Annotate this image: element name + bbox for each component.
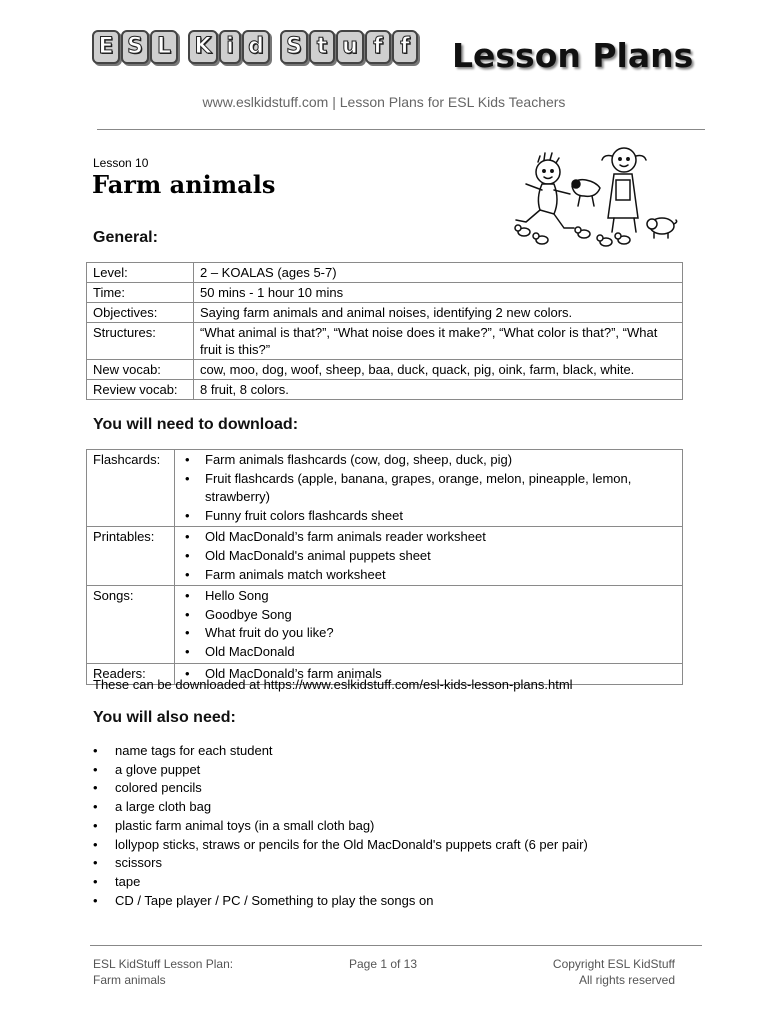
list-item: • Old MacDonald’s farm animals	[181, 665, 676, 684]
row-label: Time:	[87, 283, 194, 303]
list-item: • tape	[93, 873, 588, 892]
general-table	[86, 262, 683, 400]
table-row	[87, 380, 683, 400]
row-value: 50 mins - 1 hour 10 mins	[194, 283, 683, 303]
logo-letter: f	[392, 30, 418, 64]
list-item: • What fruit do you like?	[181, 624, 676, 643]
logo-letter: K	[188, 30, 218, 64]
row-value: “What animal is that?”, “What noise does it make?”, “What color is that?”, “What fruit is this?”	[194, 323, 683, 360]
footer-right	[553, 956, 675, 988]
footer-left	[93, 956, 233, 988]
logo-letter: S	[121, 30, 149, 64]
list-item: • CD / Tape player / PC / Something to play the songs on	[93, 892, 588, 911]
farm-kids-illustration	[502, 140, 682, 252]
table-row	[87, 450, 683, 527]
download-note: These can be downloaded at https://www.eslkidstuff.com/esl-kids-lesson-plans.html	[93, 677, 573, 692]
row-label: Readers:	[87, 663, 175, 685]
row-label: Flashcards:	[87, 450, 175, 527]
logo-letter: S	[280, 30, 308, 64]
list-item: • Farm animals flashcards (cow, dog, sheep, duck, pig)	[181, 451, 676, 470]
logo-letter: L	[150, 30, 178, 64]
list-item: • Farm animals match worksheet	[181, 566, 676, 585]
lesson-plans-title: Lesson Plans	[452, 36, 694, 75]
row-value: Saying farm animals and animal noises, identifying 2 new colors.	[194, 303, 683, 323]
download-heading: You will need to download:	[93, 416, 299, 433]
row-label: Structures:	[87, 323, 194, 360]
site-logo	[92, 30, 692, 84]
logo-letter: f	[365, 30, 391, 64]
site-tagline: www.eslkidstuff.com | Lesson Plans for ESL Kids Teachers	[202, 94, 566, 110]
list-item: • colored pencils	[93, 779, 588, 798]
table-row	[87, 303, 683, 323]
row-label: Review vocab:	[87, 380, 194, 400]
logo-blocks	[92, 30, 419, 64]
table-row	[87, 360, 683, 380]
list-item: • Fruit flashcards (apple, banana, grapes, orange, melon, pineapple, lemon, strawberry)	[181, 470, 676, 507]
row-label: Songs:	[87, 586, 175, 663]
row-label: Level:	[87, 263, 194, 283]
list-item: • Old MacDonald’s farm animals reader worksheet	[181, 528, 676, 547]
table-row	[87, 283, 683, 303]
list-item: • scissors	[93, 854, 588, 873]
list-item: • Old MacDonald's animal puppets sheet	[181, 547, 676, 566]
list-item: • Hello Song	[181, 587, 676, 606]
rights-reserved: All rights reserved	[578, 973, 675, 987]
row-value: 2 – KOALAS (ages 5-7)	[194, 263, 683, 283]
row-value: 8 fruit, 8 colors.	[194, 380, 683, 400]
list-item: • plastic farm animal toys (in a small cloth bag)	[93, 817, 588, 836]
list-item: • lollypop sticks, straws or pencils for the Old MacDonald's puppets craft (6 per pair)	[93, 836, 588, 855]
list-item: • Old MacDonald	[181, 643, 676, 662]
row-label: Objectives:	[87, 303, 194, 323]
also-need-heading: You will also need:	[93, 709, 236, 726]
logo-letter: E	[92, 30, 120, 64]
list-item: • Funny fruit colors flashcards sheet	[181, 507, 676, 526]
logo-letter: d	[242, 30, 270, 64]
list-item: • a glove puppet	[93, 761, 588, 780]
row-items	[175, 527, 683, 586]
row-label: Printables:	[87, 527, 175, 586]
row-label: New vocab:	[87, 360, 194, 380]
footer-plan-title: Farm animals	[93, 973, 166, 987]
also-need-list	[93, 742, 588, 910]
list-item: • a large cloth bag	[93, 798, 588, 817]
lesson-title: Farm animals	[92, 170, 276, 199]
table-row	[87, 586, 683, 663]
page-number: Page 1 of 13	[348, 957, 418, 971]
lesson-number: Lesson 10	[93, 156, 149, 170]
header-divider	[97, 129, 705, 130]
logo-letter: i	[219, 30, 241, 64]
row-items	[175, 450, 683, 527]
row-value: cow, moo, dog, woof, sheep, baa, duck, quack, pig, oink, farm, black, white.	[194, 360, 683, 380]
list-item: • name tags for each student	[93, 742, 588, 761]
table-row	[87, 527, 683, 586]
general-heading: General:	[93, 229, 158, 246]
table-row	[87, 323, 683, 360]
copyright: Copyright ESL KidStuff	[552, 957, 675, 971]
footer-plan-label: ESL KidStuff Lesson Plan:	[93, 957, 234, 971]
logo-letter: u	[336, 30, 364, 64]
footer-divider	[90, 945, 702, 946]
logo-letter: t	[309, 30, 335, 64]
list-item: • Goodbye Song	[181, 606, 676, 625]
table-row	[87, 263, 683, 283]
row-items	[175, 586, 683, 663]
download-table	[86, 449, 683, 685]
